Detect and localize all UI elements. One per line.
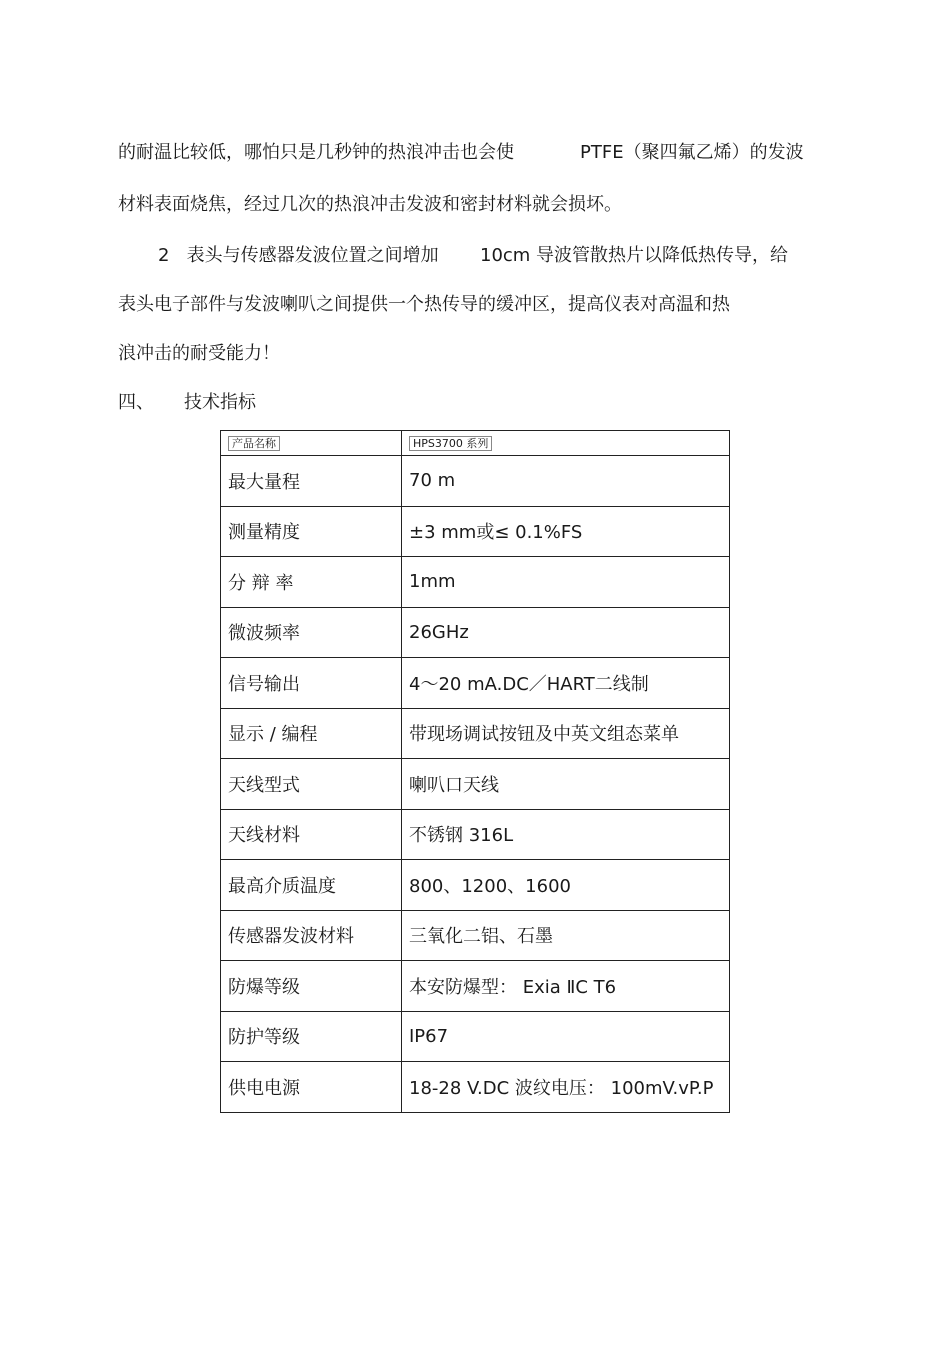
spec-value-cell: 70 m (402, 456, 730, 507)
header-value-cell (402, 431, 730, 456)
spec-value-cell: 4～20 mA.DC／HART二线制 (402, 658, 730, 709)
spec-key-cell: 显示 / 编程 (221, 708, 402, 759)
spec-value-cell: 带现场调试按钮及中英文组态菜单 (402, 708, 730, 759)
spec-key-cell: 最大量程 (221, 456, 402, 507)
spec-key-cell: 测量精度 (221, 506, 402, 557)
table-row (221, 1062, 730, 1113)
spec-key-cell: 供电电源 (221, 1062, 402, 1113)
header-key: 产品名称 (228, 436, 280, 451)
spec-value-cell: 不锈钢 316L (402, 809, 730, 860)
spec-value-cell: IP67 (402, 1011, 730, 1062)
spec-table (220, 430, 730, 1113)
table-row (221, 860, 730, 911)
spec-value-cell: 18-28 V.DC 波纹电压： 100mV.vP.P (402, 1062, 730, 1113)
table-row (221, 809, 730, 860)
spec-value-cell: 26GHz (402, 607, 730, 658)
spec-value-cell: 800、1200、1600 (402, 860, 730, 911)
spec-value-cell: 喇叭口天线 (402, 759, 730, 810)
paragraph-line: 2 表头与传感器发波位置之间增加 (158, 245, 439, 266)
spec-key-cell: 天线型式 (221, 759, 402, 810)
table-row (221, 910, 730, 961)
section-number: 四、 (118, 392, 154, 413)
table-row (221, 456, 730, 507)
spec-value-cell: ±3 mm或≤ 0.1%FS (402, 506, 730, 557)
spec-key-cell: 天线材料 (221, 809, 402, 860)
paragraph-line: 浪冲击的耐受能力！ (118, 343, 280, 364)
table-row (221, 1011, 730, 1062)
table-row (221, 557, 730, 608)
table-row (221, 506, 730, 557)
paragraph-line: 表头电子部件与发波喇叭之间提供一个热传导的缓冲区，提高仪表对高温和热 (118, 294, 730, 315)
spec-key-cell: 防护等级 (221, 1011, 402, 1062)
table-row (221, 658, 730, 709)
spec-key-cell: 防爆等级 (221, 961, 402, 1012)
table-row (221, 759, 730, 810)
paragraph-line: 10cm 导波管散热片以降低热传导，给 (480, 245, 789, 266)
paragraph-line: PTFE（聚四氟乙烯）的发波 (580, 142, 804, 163)
table-row (221, 607, 730, 658)
spec-key-cell: 最高介质温度 (221, 860, 402, 911)
spec-key-cell: 微波频率 (221, 607, 402, 658)
header-value: HPS3700 系列 (409, 436, 492, 451)
section-title: 技术指标 (184, 392, 256, 413)
spec-key-cell: 传感器发波材料 (221, 910, 402, 961)
spec-value-cell: 本安防爆型： Exia ⅡC T6 (402, 961, 730, 1012)
spec-key-cell: 分 辩 率 (221, 557, 402, 608)
spec-value-cell: 1mm (402, 557, 730, 608)
table-row (221, 708, 730, 759)
paragraph-line: 材料表面烧焦，经过几次的热浪冲击发波和密封材料就会损坏。 (118, 194, 622, 215)
spec-value-cell: 三氧化二铝、石墨 (402, 910, 730, 961)
spec-key-cell: 信号输出 (221, 658, 402, 709)
header-key-cell (221, 431, 402, 456)
table-row (221, 961, 730, 1012)
table-header-row (221, 431, 730, 456)
paragraph-line: 的耐温比较低，哪怕只是几秒钟的热浪冲击也会使 (118, 142, 514, 163)
